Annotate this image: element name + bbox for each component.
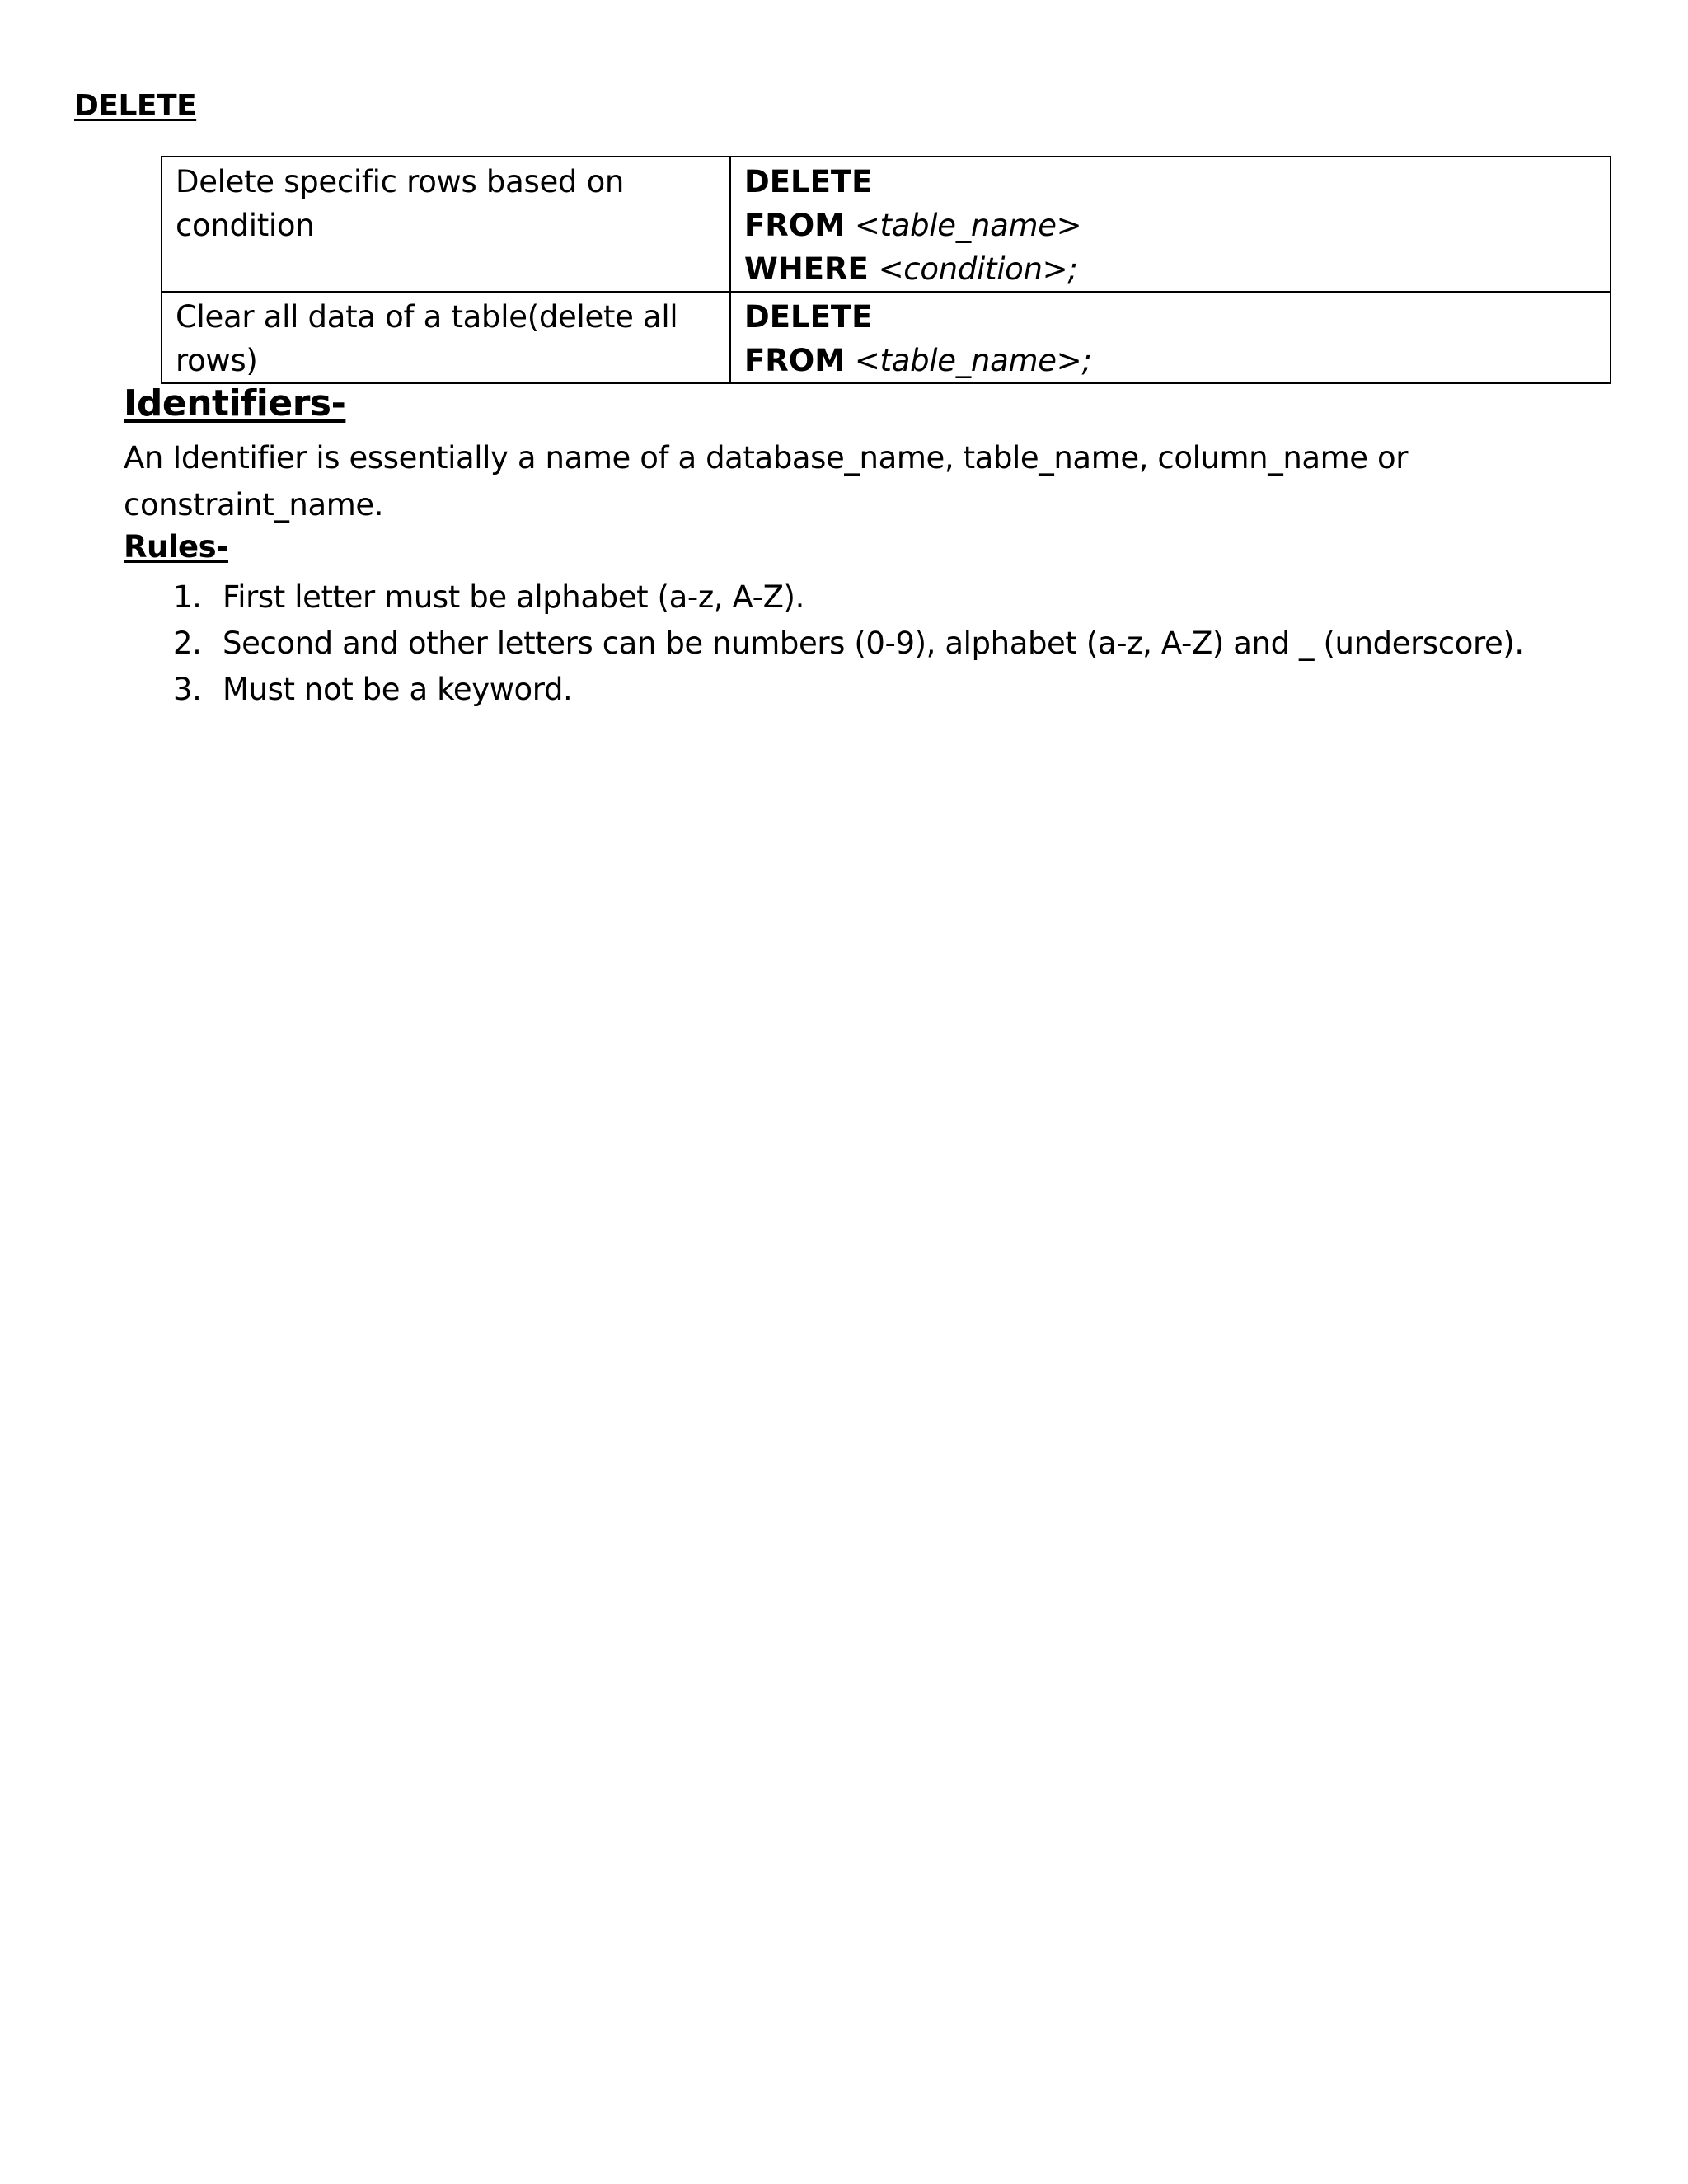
table-row	[162, 157, 1611, 292]
sql-keyword: DELETE	[744, 299, 873, 335]
list-item-number: 3.	[173, 672, 202, 707]
delete-syntax-table	[161, 156, 1611, 384]
sql-keyword: FROM	[744, 208, 846, 243]
list-item	[173, 574, 1524, 621]
list-item-text: Second and other letters can be numbers (0-9), alphabet (a-z, A-Z) and _ (underscore).	[223, 626, 1524, 661]
sql-keyword: DELETE	[744, 164, 873, 199]
list-item-number: 1.	[173, 579, 202, 615]
rules-list	[173, 574, 1524, 713]
rules-heading: Rules-	[124, 529, 228, 565]
code-line	[744, 204, 1597, 247]
sql-argument: <table_name>	[854, 208, 1082, 243]
list-item-text: First letter must be alphabet (a-z, A-Z).	[223, 579, 804, 615]
sql-keyword: WHERE	[744, 251, 869, 287]
code-line	[744, 339, 1597, 382]
identifiers-intro-paragraph: An Identifier is essentially a name of a database_name, table_name, column_name or constraint_name.	[124, 440, 1409, 523]
table-cell-description: Delete specific rows based on condition	[162, 157, 730, 292]
list-item	[173, 621, 1524, 667]
identifiers-heading: Identifiers-	[124, 382, 346, 424]
code-line	[744, 160, 1597, 204]
table-row	[162, 292, 1611, 383]
list-item-number: 2.	[173, 626, 202, 661]
code-line	[744, 247, 1597, 291]
table-cell-code	[730, 157, 1611, 292]
list-item	[173, 667, 1524, 713]
code-line	[744, 295, 1597, 339]
sql-argument: <table_name>;	[854, 343, 1092, 378]
table-cell-code	[730, 292, 1611, 383]
table-cell-description: Clear all data of a table(delete all rows)	[162, 292, 730, 383]
delete-heading: DELETE	[74, 89, 197, 123]
sql-argument: <condition>;	[878, 251, 1078, 287]
list-item-text: Must not be a keyword.	[223, 672, 573, 707]
sql-keyword: FROM	[744, 343, 846, 378]
